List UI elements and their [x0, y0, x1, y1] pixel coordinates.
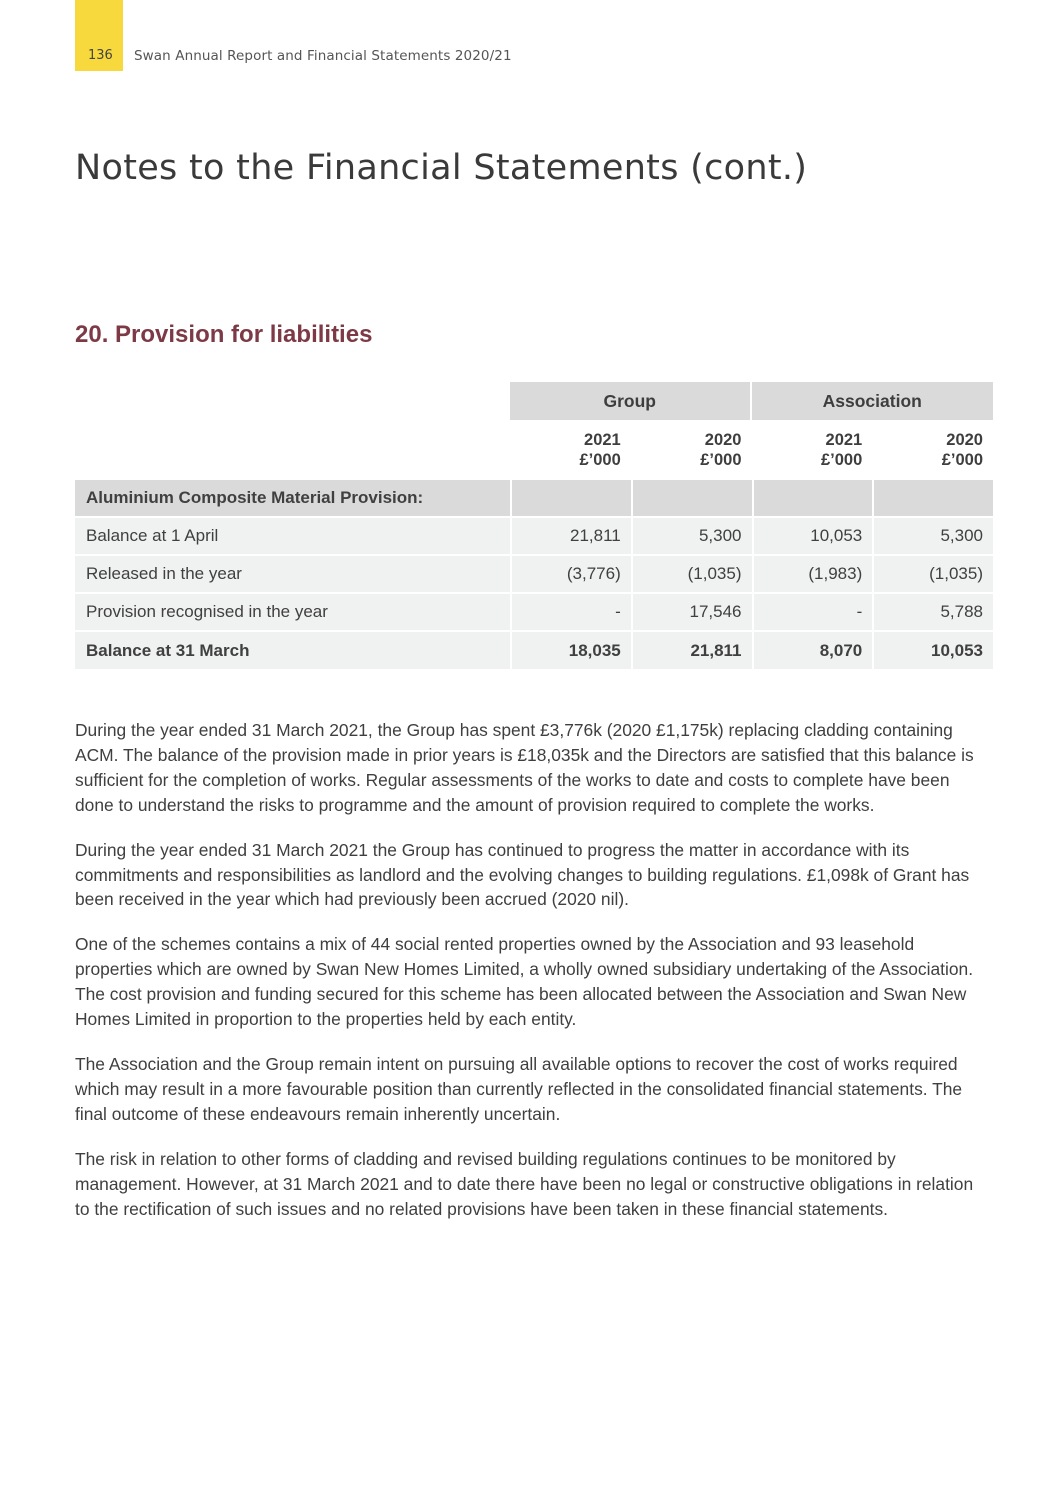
group-header-group: Group: [510, 382, 752, 420]
paragraph: One of the schemes contains a mix of 44 social rented properties owned by the Association and 93 leasehold properties which are owned by Swan New Homes Limited, a wholly owned subsidiary undertaking of the Association. The cost provision and funding secured for this scheme has been allocated between the Association and Swan New Homes Limited in proportion to the properties held by each entity.: [75, 934, 974, 1030]
cell-value: 10,053: [872, 632, 993, 670]
column-header: 2020 £’000: [872, 420, 993, 480]
cell-value: (1,035): [872, 556, 993, 594]
group-header-row: [75, 382, 993, 420]
table-total-row: [75, 632, 993, 670]
cell-value: (1,983): [752, 556, 873, 594]
column-header: 2021 £’000: [752, 420, 873, 480]
table-section-row: [75, 480, 993, 518]
table-row: [75, 518, 993, 556]
column-header: 2020 £’000: [631, 420, 752, 480]
header-blank: [75, 382, 510, 420]
row-label: Balance at 1 April: [75, 518, 510, 556]
cell-value: (1,035): [631, 556, 752, 594]
section-heading: 20. Provision for liabilities: [75, 321, 373, 348]
row-label: Released in the year: [75, 556, 510, 594]
provision-table: [75, 382, 993, 670]
year-header-row: [75, 420, 993, 480]
table-row: [75, 594, 993, 632]
cell-value: 17,546: [631, 594, 752, 632]
cell-value: 8,070: [752, 632, 873, 670]
running-header: Swan Annual Report and Financial Statements 2020/21: [134, 48, 512, 64]
cell-value: 5,300: [631, 518, 752, 556]
cell-value: (3,776): [510, 556, 631, 594]
row-label: Provision recognised in the year: [75, 594, 510, 632]
cell-value: 5,300: [872, 518, 993, 556]
section-label: Aluminium Composite Material Provision:: [75, 480, 510, 518]
paragraph: During the year ended 31 March 2021, the Group has spent £3,776k (2020 £1,175k) replacing cladding containing ACM. The balance of the provision made in prior years is £18,035k and the Directors are satisfied that this balance is sufficient for the completion of works. Regular assessments of the works to date and costs to complete have been done to understand the risks to programme and the amount of provision required to complete the works.: [75, 720, 974, 815]
paragraph: During the year ended 31 March 2021 the Group has continued to progress the matter in accordance with its commitments and responsibilities as landlord and the evolving changes to building regulations. £1,098k of Grant has been received in the year which had previously been accrued (2020 nil).: [75, 839, 970, 910]
row-label: Balance at 31 March: [75, 632, 510, 670]
cell-value: 10,053: [752, 518, 873, 556]
paragraph: The Association and the Group remain intent on pursuing all available options to recover the cost of works required which may result in a more favourable position than currently reflected in the consolidated financial statements. The final outcome of these endeavours remain inherently uncertain.: [75, 1053, 963, 1124]
body-text: [75, 718, 990, 1241]
cell-value: 21,811: [631, 632, 752, 670]
page-number: 136: [88, 48, 113, 63]
page-title: Notes to the Financial Statements (cont.): [75, 148, 808, 188]
group-header-association: Association: [752, 382, 994, 420]
cell-value: -: [752, 594, 873, 632]
column-header: 2021 £’000: [510, 420, 631, 480]
cell-value: 5,788: [872, 594, 993, 632]
paragraph: The risk in relation to other forms of cladding and revised building regulations continues to be monitored by management. However, at 31 March 2021 and to date there have been no legal or constructive obligations in relation to the rectification of such issues and no related provisions have been taken in these financial statements.: [75, 1148, 974, 1219]
cell-value: 18,035: [510, 632, 631, 670]
cell-value: -: [510, 594, 631, 632]
table-row: [75, 556, 993, 594]
cell-value: 21,811: [510, 518, 631, 556]
